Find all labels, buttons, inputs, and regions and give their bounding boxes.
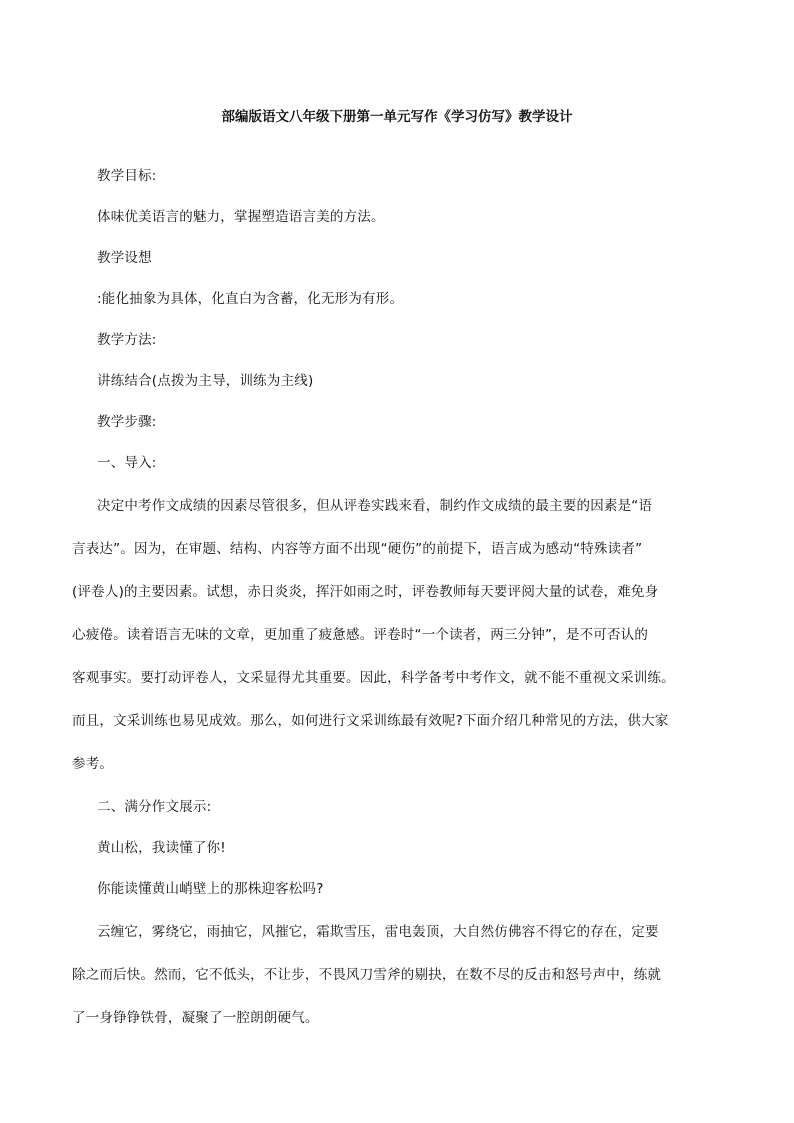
paragraph-methods: 讲练结合(点拨为主导，训练为主线) — [97, 373, 314, 389]
paragraph-intro-line: 决定中考作文成绩的因素尽管很多，但从评卷实践来看，制约作文成绩的最主要的因素是“语 — [97, 498, 653, 514]
paragraph-concept: :能化抽象为具体，化直白为含蓄，化无形为有形。 — [97, 291, 404, 307]
paragraph-intro-line: (评卷人)的主要因素。试想，赤日炎炎，挥汗如雨之时，评卷教师每天要评阅大量的试卷，难免身 — [72, 584, 659, 600]
paragraph-intro-line: 而且，文采训练也易见成效。那么，如何进行文采训练最有效呢?下面介绍几种常见的方法，供大家 — [72, 713, 669, 729]
section-heading-methods: 教学方法: — [97, 332, 157, 348]
paragraph-intro-line: 客观事实。要打动评卷人，文采显得尤其重要。因此，科学备考中考作文，就不能不重视文采训练。 — [72, 670, 675, 686]
section-heading-objectives: 教学目标: — [97, 168, 157, 184]
section-heading-intro: 一、导入: — [97, 455, 157, 471]
essay-paragraph-line: 了一身铮铮铁骨，凝聚了一腔朗朗硬气。 — [72, 1010, 319, 1026]
essay-paragraph-line: 云缠它，雾绕它，雨抽它，风摧它，霜欺雪压，雷电轰顶，大自然仿佛容不得它的存在，定要 — [97, 924, 659, 940]
section-heading-steps: 教学步骤: — [97, 414, 157, 430]
paragraph-intro-line: 言表达”。因为，在审题、结构、内容等方面不出现“硬伤”的前提下，语言成为感动“特殊读者” — [72, 541, 643, 557]
section-heading-essay: 二、满分作文展示: — [97, 799, 212, 815]
paragraph-objectives: 体味优美语言的魅力，掌握塑造语言美的方法。 — [97, 209, 385, 225]
document-title: 部编版语文八年级下册第一单元写作《学习仿写》教学设计 — [221, 109, 573, 125]
paragraph-intro-line: 参考。 — [72, 756, 114, 772]
essay-title: 黄山松，我读懂了你! — [97, 840, 226, 856]
paragraph-intro-line: 心疲倦。读着语言无味的文章，更加重了疲惫感。评卷时“一个读者，两三分钟”，是不可否认的 — [72, 627, 649, 643]
essay-paragraph-line: 除之而后快。然而，它不低头，不让步，不畏风刀雪斧的剔抉，在数不尽的反击和怒号声中，练就 — [72, 967, 662, 983]
essay-paragraph: 你能读懂黄山峭壁上的那株迎客松吗? — [97, 881, 324, 897]
section-heading-concept: 教学设想 — [97, 250, 152, 266]
